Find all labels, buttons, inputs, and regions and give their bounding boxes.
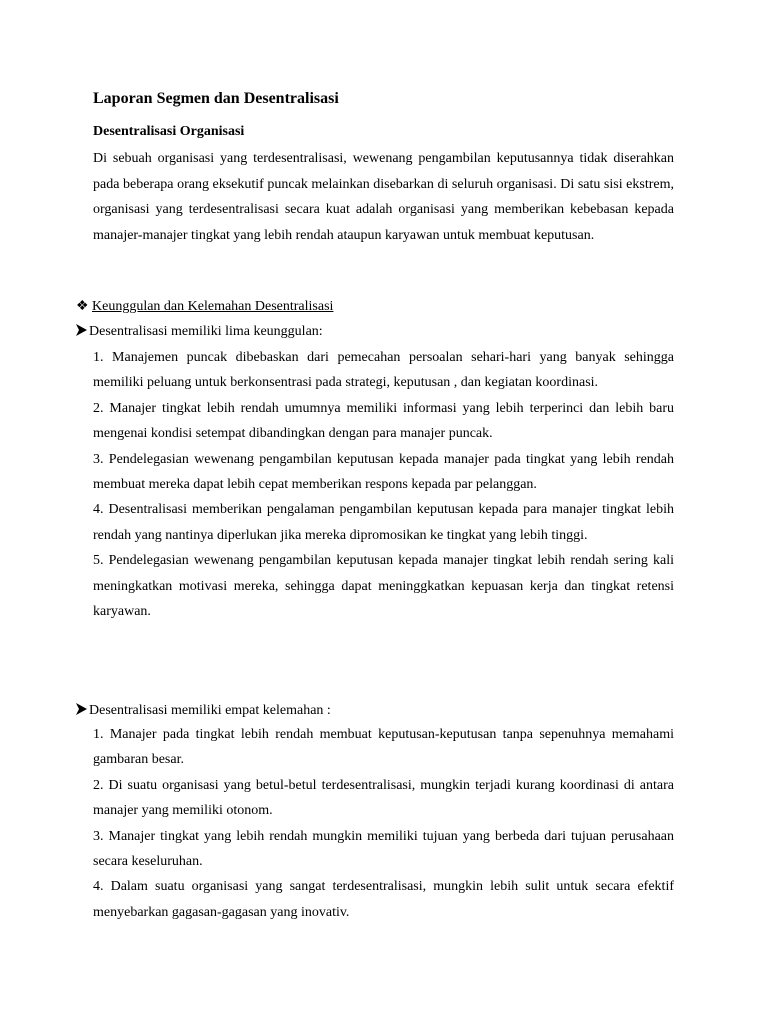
advantages-list [93, 345, 674, 624]
advantages-intro-line [76, 323, 323, 341]
list-item: 3. Pendelegasian wewenang pengambilan keputusan kepada manajer pada tingkat yang lebih rendah membuat mereka dapat lebih cepat memberikan respons kepada par pelanggan. [93, 451, 674, 493]
four-diamond-bullet-icon: ❖ [76, 299, 89, 314]
list-item: 4. Desentralisasi memberikan pengalaman pengambilan keputusan kepada para manajer tingkat lebih rendah yang nantinya diperlukan jika mereka dipromosikan ke tingkat yang lebih tinggi. [93, 502, 674, 543]
list-item: 2. Di suatu organisasi yang betul-betul terdesentralisasi, mungkin terjadi kurang koordinasi di antara manajer yang memiliki otonom. [93, 777, 674, 819]
disadvantages-intro: Desentralisasi memiliki empat kelemahan : [89, 703, 331, 718]
list-item: 1. Manajer pada tingkat lebih rendah membuat keputusan-keputusan tanpa sepenuhnya memahami gambaran besar. [93, 727, 674, 768]
list-item: 5. Pendelegasian wewenang pengambilan keputusan kepada manajer tingkat lebih rendah sering kali meningkatkan motivasi mereka, sehingga dapat meninggkatkan kepuasan kerja dan tingkat retensi karyawan. [93, 553, 674, 620]
section-paragraph: Di sebuah organisasi yang terdesentralisasi, wewenang pengambilan keputusannya tidak diserahkan pada beberapa orang eksekutif puncak melainkan disebarkan di seluruh organisasi. Di satu sisi ekstrem, organisasi yang terdesentralisasi secara kuat adalah organisasi yang memberikan kebebasan kepada manajer-manajer tingkat yang lebih rendah ataupun karyawan untuk membuat keputusan. [93, 151, 674, 243]
disadvantages-list [93, 722, 674, 925]
section-heading: Desentralisasi Organisasi [93, 124, 245, 139]
list-item: 2. Manajer tingkat lebih rendah umumnya memiliki informasi yang lebih terperinci dan lebih baru mengenai kondisi setempat dibandingkan dengan para manajer puncak. [93, 400, 674, 442]
arrowhead-bullet-icon [76, 703, 87, 715]
list-item: 4. Dalam suatu organisasi yang sangat terdesentralisasi, mungkin lebih sulit untuk secara efektif menyebarkan gagasan-gagasan yang inovativ. [93, 879, 674, 920]
subsection-heading-line [76, 298, 333, 316]
subsection-heading: Keunggulan dan Kelemahan Desentralisasi [92, 299, 334, 314]
list-item: 1. Manajemen puncak dibebaskan dari pemecahan persoalan sehari-hari yang banyak sehingga memiliki peluang untuk berkonsentrasi pada strategi, keputusan , dan kegiatan koordinasi. [93, 350, 674, 391]
document-title: Laporan Segmen dan Desentralisasi [93, 90, 339, 107]
list-item: 3. Manajer tingkat yang lebih rendah mungkin memiliki tujuan yang berbeda dari tujuan perusahaan secara keseluruhan. [93, 828, 674, 870]
arrowhead-bullet-icon [76, 324, 87, 336]
disadvantages-intro-line [76, 702, 331, 720]
advantages-intro: Desentralisasi memiliki lima keunggulan: [89, 324, 323, 339]
